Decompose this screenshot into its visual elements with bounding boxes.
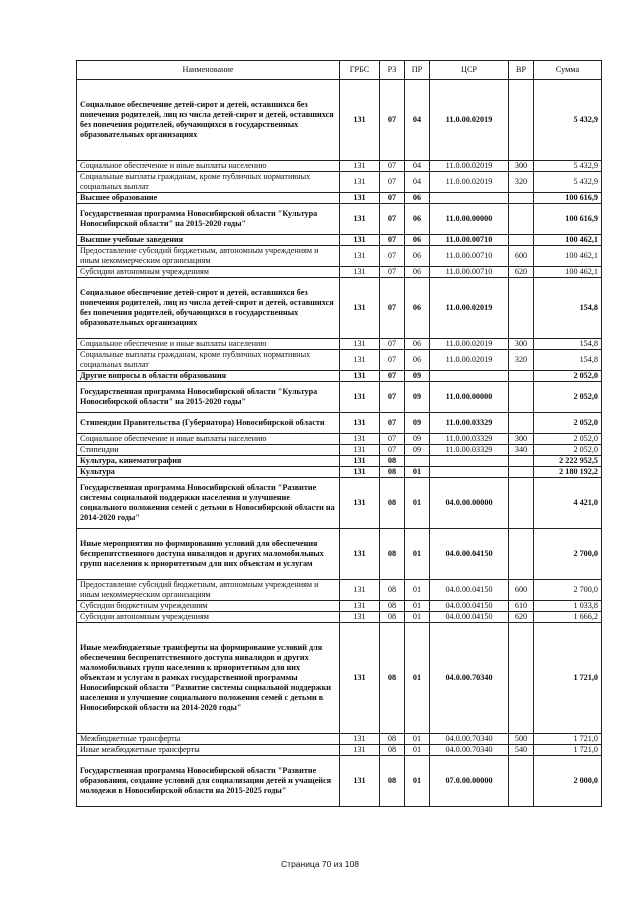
row-sum: 1 033,8 bbox=[534, 601, 602, 612]
row-vr bbox=[509, 382, 534, 413]
row-pr: 06 bbox=[405, 204, 430, 235]
table-row bbox=[77, 478, 602, 529]
table-row bbox=[77, 745, 602, 756]
row-sum: 5 432,9 bbox=[534, 172, 602, 193]
row-name: Субсидии бюджетным учреждениям bbox=[77, 601, 340, 612]
page-footer: Страница 70 из 108 bbox=[281, 859, 359, 869]
row-sum: 1 721,0 bbox=[534, 734, 602, 745]
row-pr bbox=[405, 456, 430, 467]
row-sum: 2 052,0 bbox=[534, 445, 602, 456]
table-row bbox=[77, 623, 602, 734]
row-vr: 300 bbox=[509, 161, 534, 172]
table-row bbox=[77, 382, 602, 413]
table-row bbox=[77, 529, 602, 580]
row-name: Высшее образование bbox=[77, 193, 340, 204]
row-sum: 154,8 bbox=[534, 339, 602, 350]
row-grbs: 131 bbox=[340, 278, 380, 339]
row-vr bbox=[509, 193, 534, 204]
table-row bbox=[77, 350, 602, 371]
row-vr bbox=[509, 80, 534, 161]
row-sum: 2 052,0 bbox=[534, 434, 602, 445]
row-name: Культура, кинематография bbox=[77, 456, 340, 467]
row-sum: 154,8 bbox=[534, 278, 602, 339]
row-sum: 2 180 192,2 bbox=[534, 467, 602, 478]
row-grbs: 131 bbox=[340, 161, 380, 172]
row-csr: 04.0.00.04150 bbox=[430, 612, 509, 623]
row-pr: 01 bbox=[405, 580, 430, 601]
row-csr: 11.0.00.03329 bbox=[430, 445, 509, 456]
row-name: Социальное обеспечение и иные выплаты населению bbox=[77, 161, 340, 172]
row-rz: 07 bbox=[380, 172, 405, 193]
row-grbs: 131 bbox=[340, 382, 380, 413]
header-vr: ВР bbox=[509, 61, 534, 80]
row-name: Предоставление субсидий бюджетным, автономным учреждениям и иным некоммерческим организациям bbox=[77, 580, 340, 601]
row-vr bbox=[509, 756, 534, 807]
row-rz: 08 bbox=[380, 623, 405, 734]
row-csr: 11.0.00.02019 bbox=[430, 350, 509, 371]
row-pr: 06 bbox=[405, 246, 430, 267]
row-name: Другие вопросы в области образования bbox=[77, 371, 340, 382]
row-name: Социальные выплаты гражданам, кроме публичных нормативных социальных выплат bbox=[77, 172, 340, 193]
row-csr: 04.0.00.00000 bbox=[430, 478, 509, 529]
row-pr: 06 bbox=[405, 235, 430, 246]
row-sum: 2 222 952,5 bbox=[534, 456, 602, 467]
row-sum: 4 421,0 bbox=[534, 478, 602, 529]
row-rz: 07 bbox=[380, 193, 405, 204]
row-csr: 11.0.00.02019 bbox=[430, 339, 509, 350]
row-rz: 07 bbox=[380, 278, 405, 339]
row-pr: 01 bbox=[405, 745, 430, 756]
row-pr: 06 bbox=[405, 193, 430, 204]
row-vr: 320 bbox=[509, 350, 534, 371]
row-csr: 04.0.00.04150 bbox=[430, 580, 509, 601]
row-grbs: 131 bbox=[340, 413, 380, 434]
row-pr: 04 bbox=[405, 80, 430, 161]
row-rz: 07 bbox=[380, 339, 405, 350]
row-sum: 2 052,0 bbox=[534, 413, 602, 434]
row-grbs: 131 bbox=[340, 529, 380, 580]
row-name: Предоставление субсидий бюджетным, автономным учреждениям и иным некоммерческим организациям bbox=[77, 246, 340, 267]
row-rz: 07 bbox=[380, 445, 405, 456]
row-csr bbox=[430, 193, 509, 204]
header-csr: ЦСР bbox=[430, 61, 509, 80]
row-name: Государственная программа Новосибирской области "Развитие системы социальной поддержки населения и улучшение социального положения семей с детьми в Новосибирской области на 2014-2020 годы" bbox=[77, 478, 340, 529]
row-grbs: 131 bbox=[340, 478, 380, 529]
row-pr: 01 bbox=[405, 601, 430, 612]
row-rz: 08 bbox=[380, 612, 405, 623]
table-row bbox=[77, 734, 602, 745]
row-sum: 2 052,0 bbox=[534, 382, 602, 413]
row-sum: 154,8 bbox=[534, 350, 602, 371]
row-csr: 07.0.00.00000 bbox=[430, 756, 509, 807]
row-pr: 09 bbox=[405, 445, 430, 456]
row-name: Государственная программа Новосибирской области "Культура Новосибирской области" на 2015-2020 годы" bbox=[77, 382, 340, 413]
row-sum: 1 721,0 bbox=[534, 623, 602, 734]
row-rz: 08 bbox=[380, 745, 405, 756]
row-pr: 09 bbox=[405, 382, 430, 413]
header-grbs: ГРБС bbox=[340, 61, 380, 80]
row-csr bbox=[430, 456, 509, 467]
row-pr: 06 bbox=[405, 339, 430, 350]
row-vr bbox=[509, 278, 534, 339]
row-csr: 04.0.00.04150 bbox=[430, 601, 509, 612]
row-pr: 09 bbox=[405, 371, 430, 382]
row-grbs: 131 bbox=[340, 612, 380, 623]
row-name: Социальное обеспечение детей-сирот и детей, оставшихся без попечения родителей, лиц из числа детей-сирот и детей, оставшихся без попечения родителей, обучающихся в государственных образовательных организациях bbox=[77, 80, 340, 161]
row-pr: 04 bbox=[405, 161, 430, 172]
table-row bbox=[77, 413, 602, 434]
row-csr: 04.0.00.70340 bbox=[430, 734, 509, 745]
row-vr bbox=[509, 623, 534, 734]
table-row bbox=[77, 612, 602, 623]
row-rz: 08 bbox=[380, 529, 405, 580]
row-name: Социальное обеспечение детей-сирот и детей, оставшихся без попечения родителей, лиц из числа детей-сирот и детей, оставшихся без попечения родителей, обучающихся в государственных образовательных организациях bbox=[77, 278, 340, 339]
row-name: Высшие учебные заведения bbox=[77, 235, 340, 246]
row-rz: 07 bbox=[380, 371, 405, 382]
row-sum: 2 700,0 bbox=[534, 580, 602, 601]
table-row bbox=[77, 246, 602, 267]
row-vr bbox=[509, 413, 534, 434]
row-name: Социальное обеспечение и иные выплаты населению bbox=[77, 339, 340, 350]
row-csr: 11.0.00.03329 bbox=[430, 413, 509, 434]
row-csr: 11.0.00.00710 bbox=[430, 235, 509, 246]
row-grbs: 131 bbox=[340, 371, 380, 382]
table-row bbox=[77, 235, 602, 246]
row-sum: 2 700,0 bbox=[534, 529, 602, 580]
row-grbs: 131 bbox=[340, 80, 380, 161]
row-vr: 620 bbox=[509, 267, 534, 278]
row-csr: 11.0.00.00000 bbox=[430, 204, 509, 235]
row-grbs: 131 bbox=[340, 601, 380, 612]
row-vr: 300 bbox=[509, 434, 534, 445]
row-pr: 06 bbox=[405, 350, 430, 371]
row-name: Субсидии автономным учреждениям bbox=[77, 612, 340, 623]
table-row bbox=[77, 601, 602, 612]
row-sum: 100 616,9 bbox=[534, 193, 602, 204]
row-pr: 06 bbox=[405, 267, 430, 278]
table-header-row bbox=[77, 61, 602, 80]
row-rz: 07 bbox=[380, 235, 405, 246]
row-grbs: 131 bbox=[340, 756, 380, 807]
row-rz: 08 bbox=[380, 580, 405, 601]
table-row bbox=[77, 80, 602, 161]
table-row bbox=[77, 267, 602, 278]
row-name: Культура bbox=[77, 467, 340, 478]
row-vr: 320 bbox=[509, 172, 534, 193]
row-pr: 09 bbox=[405, 413, 430, 434]
row-vr: 600 bbox=[509, 580, 534, 601]
row-rz: 07 bbox=[380, 413, 405, 434]
row-sum: 2 000,0 bbox=[534, 756, 602, 807]
row-csr: 11.0.00.00710 bbox=[430, 246, 509, 267]
row-grbs: 131 bbox=[340, 745, 380, 756]
row-grbs: 131 bbox=[340, 467, 380, 478]
row-vr bbox=[509, 235, 534, 246]
row-sum: 100 462,1 bbox=[534, 267, 602, 278]
row-vr: 500 bbox=[509, 734, 534, 745]
row-grbs: 131 bbox=[340, 193, 380, 204]
header-name: Наименование bbox=[77, 61, 340, 80]
row-vr: 600 bbox=[509, 246, 534, 267]
row-grbs: 131 bbox=[340, 623, 380, 734]
row-grbs: 131 bbox=[340, 339, 380, 350]
row-rz: 07 bbox=[380, 246, 405, 267]
table-row bbox=[77, 467, 602, 478]
row-grbs: 131 bbox=[340, 434, 380, 445]
row-name: Иные межбюджетные трансферты bbox=[77, 745, 340, 756]
row-grbs: 131 bbox=[340, 246, 380, 267]
row-sum: 2 052,0 bbox=[534, 371, 602, 382]
row-sum: 5 432,9 bbox=[534, 161, 602, 172]
row-grbs: 131 bbox=[340, 445, 380, 456]
row-csr: 11.0.00.00000 bbox=[430, 382, 509, 413]
row-name: Стипендии bbox=[77, 445, 340, 456]
table-row bbox=[77, 172, 602, 193]
row-vr: 300 bbox=[509, 339, 534, 350]
row-grbs: 131 bbox=[340, 456, 380, 467]
row-rz: 08 bbox=[380, 756, 405, 807]
row-csr: 11.0.00.02019 bbox=[430, 161, 509, 172]
table-row bbox=[77, 434, 602, 445]
row-rz: 07 bbox=[380, 267, 405, 278]
row-csr: 04.0.00.70340 bbox=[430, 623, 509, 734]
header-rz: РЗ bbox=[380, 61, 405, 80]
row-csr: 04.0.00.70340 bbox=[430, 745, 509, 756]
row-rz: 08 bbox=[380, 601, 405, 612]
row-rz: 07 bbox=[380, 204, 405, 235]
row-pr: 01 bbox=[405, 529, 430, 580]
row-pr: 01 bbox=[405, 478, 430, 529]
table-row bbox=[77, 756, 602, 807]
table-row bbox=[77, 445, 602, 456]
row-sum: 100 462,1 bbox=[534, 235, 602, 246]
row-grbs: 131 bbox=[340, 734, 380, 745]
row-name: Государственная программа Новосибирской области "Культура Новосибирской области" на 2015-2020 годы" bbox=[77, 204, 340, 235]
row-sum: 1 666,2 bbox=[534, 612, 602, 623]
row-name: Социальные выплаты гражданам, кроме публичных нормативных социальных выплат bbox=[77, 350, 340, 371]
row-grbs: 131 bbox=[340, 350, 380, 371]
table-row bbox=[77, 371, 602, 382]
row-csr bbox=[430, 467, 509, 478]
row-rz: 07 bbox=[380, 80, 405, 161]
row-rz: 08 bbox=[380, 734, 405, 745]
row-rz: 07 bbox=[380, 161, 405, 172]
row-pr: 01 bbox=[405, 623, 430, 734]
header-sum: Сумма bbox=[534, 61, 602, 80]
row-csr: 11.0.00.02019 bbox=[430, 80, 509, 161]
row-grbs: 131 bbox=[340, 580, 380, 601]
row-csr: 11.0.00.00710 bbox=[430, 267, 509, 278]
row-vr: 610 bbox=[509, 601, 534, 612]
table-row bbox=[77, 161, 602, 172]
budget-table bbox=[76, 60, 602, 807]
row-rz: 08 bbox=[380, 456, 405, 467]
row-vr bbox=[509, 456, 534, 467]
row-vr bbox=[509, 529, 534, 580]
row-csr: 04.0.00.04150 bbox=[430, 529, 509, 580]
row-name: Иные мероприятия по формированию условий для обеспечения беспрепятственного доступа инвалидов и других маломобильных групп населения к приоритетным для них объектам и услугам bbox=[77, 529, 340, 580]
row-pr: 01 bbox=[405, 612, 430, 623]
row-rz: 07 bbox=[380, 382, 405, 413]
row-vr: 620 bbox=[509, 612, 534, 623]
row-csr: 11.0.00.02019 bbox=[430, 172, 509, 193]
row-name: Государственная программа Новосибирской области "Развитие образования, создание условий для социализации детей и учащейся молодежи в Новосибирской области на 2015-2025 годы" bbox=[77, 756, 340, 807]
table-row bbox=[77, 193, 602, 204]
table-row bbox=[77, 204, 602, 235]
table-row bbox=[77, 278, 602, 339]
row-rz: 07 bbox=[380, 350, 405, 371]
row-rz: 08 bbox=[380, 478, 405, 529]
row-name: Стипендии Правительства (Губернатора) Новосибирской области bbox=[77, 413, 340, 434]
row-grbs: 131 bbox=[340, 267, 380, 278]
row-pr: 01 bbox=[405, 467, 430, 478]
row-vr bbox=[509, 371, 534, 382]
row-sum: 5 432,9 bbox=[534, 80, 602, 161]
row-vr bbox=[509, 478, 534, 529]
row-vr bbox=[509, 204, 534, 235]
row-grbs: 131 bbox=[340, 235, 380, 246]
row-csr: 11.0.00.03329 bbox=[430, 434, 509, 445]
row-name: Социальное обеспечение и иные выплаты населению bbox=[77, 434, 340, 445]
row-csr: 11.0.00.02019 bbox=[430, 278, 509, 339]
row-pr: 01 bbox=[405, 734, 430, 745]
row-grbs: 131 bbox=[340, 172, 380, 193]
row-rz: 08 bbox=[380, 467, 405, 478]
table-row bbox=[77, 456, 602, 467]
header-pr: ПР bbox=[405, 61, 430, 80]
row-sum: 100 616,9 bbox=[534, 204, 602, 235]
row-vr: 540 bbox=[509, 745, 534, 756]
row-rz: 07 bbox=[380, 434, 405, 445]
row-pr: 04 bbox=[405, 172, 430, 193]
row-name: Межбюджетные трансферты bbox=[77, 734, 340, 745]
row-vr bbox=[509, 467, 534, 478]
row-name: Иные межбюджетные трансферты на формирование условий для обеспечения беспрепятственного доступа инвалидов и других маломобильных групп населения к приоритетным для них объектам и услугам в рамках государственной программы Новосибирской области "Развитие системы социальной поддержки населения и улучшение социального положения семей с детьми в Новосибирской области на 2014-2020 годы" bbox=[77, 623, 340, 734]
row-grbs: 131 bbox=[340, 204, 380, 235]
row-vr: 340 bbox=[509, 445, 534, 456]
row-csr bbox=[430, 371, 509, 382]
row-sum: 1 721,0 bbox=[534, 745, 602, 756]
table-row bbox=[77, 580, 602, 601]
row-name: Субсидии автономным учреждениям bbox=[77, 267, 340, 278]
row-sum: 100 462,1 bbox=[534, 246, 602, 267]
row-pr: 06 bbox=[405, 278, 430, 339]
row-pr: 01 bbox=[405, 756, 430, 807]
row-pr: 09 bbox=[405, 434, 430, 445]
table-row bbox=[77, 339, 602, 350]
